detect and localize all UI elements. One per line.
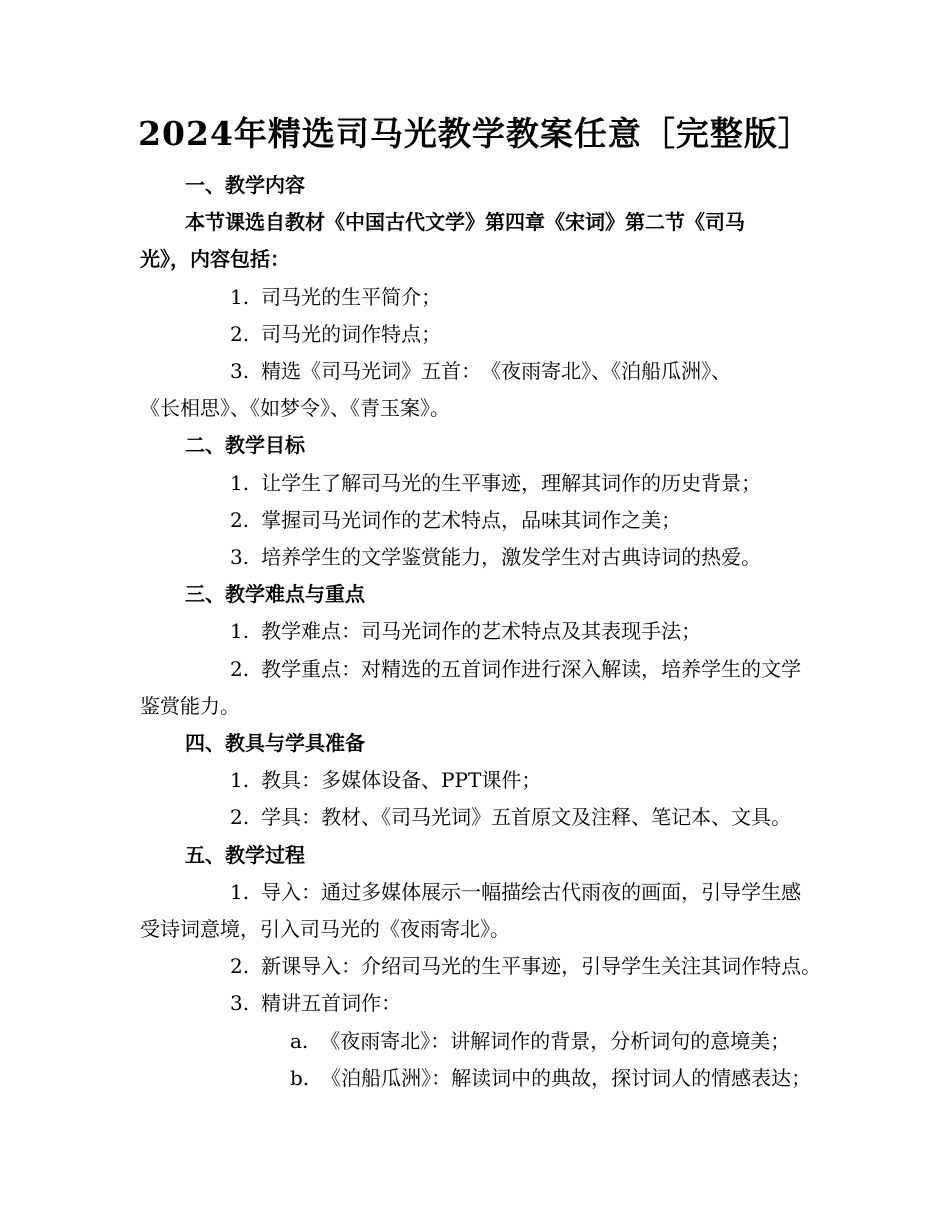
- section-heading-difficulties: 三、教学难点与重点: [185, 582, 365, 607]
- process-subitem-b: [140, 1060, 820, 1097]
- item-number: 2.: [230, 321, 250, 346]
- item-number: a.: [290, 1028, 309, 1053]
- item-text: 导入：通过多媒体展示一幅描绘古代雨夜的画面，引导学生感: [261, 879, 802, 904]
- item-number: 1.: [230, 470, 250, 495]
- goals-item-1: [140, 465, 820, 502]
- content-intro-line1: 本节课选自教材《中国古代文学》第四章《宋词》第二节《司马: [185, 210, 745, 235]
- item-number: 2.: [230, 507, 250, 532]
- process-item-1: [140, 874, 820, 911]
- tools-item-1: [140, 762, 820, 799]
- item-text: 司马光的词作特点；: [261, 321, 442, 346]
- document-title: 2024年精选司马光教学教案任意［完整版］: [138, 114, 812, 153]
- item-number: 3.: [230, 991, 250, 1016]
- section-heading-content: 一、教学内容: [185, 173, 305, 197]
- item-text: 《泊船瓜洲》：解读词中的典故，探讨词人的情感表达；: [321, 1065, 812, 1090]
- item-text: 培养学生的文学鉴赏能力，激发学生对古典诗词的热爱。: [261, 545, 762, 570]
- item-number: 1.: [230, 619, 250, 644]
- item-text: 掌握司马光词作的艺术特点，品味其词作之美；: [261, 507, 682, 532]
- item-text: 教学重点：对精选的五首词作进行深入解读，培养学生的文学: [261, 656, 802, 681]
- item-number: 1.: [230, 879, 250, 904]
- item-number: 2.: [230, 656, 250, 681]
- section-heading-goals: 二、教学目标: [185, 433, 305, 458]
- item-text: 教学难点：司马光词作的艺术特点及其表现手法；: [261, 619, 702, 644]
- section-heading-process: 五、教学过程: [185, 842, 305, 867]
- process-item-2: [140, 948, 820, 985]
- item-number: 2.: [230, 805, 250, 830]
- item-text: 司马光的生平简介；: [261, 284, 442, 309]
- process-item-3: [140, 985, 820, 1022]
- content-item-1: [140, 279, 820, 316]
- item-number: b.: [290, 1065, 310, 1090]
- item-number: 2.: [230, 954, 250, 979]
- item-number: 1.: [230, 284, 250, 309]
- item-text: 《夜雨寄北》：讲解词作的背景，分析词句的意境美；: [320, 1028, 791, 1053]
- process-item-1-cont: 受诗词意境，引入司马光的《夜雨寄北》。: [140, 917, 510, 942]
- item-text: 学具：教材、《司马光词》五首原文及注释、笔记本、文具。: [261, 805, 792, 830]
- item-number: 1.: [230, 768, 250, 793]
- item-number: 3.: [230, 359, 250, 384]
- item-text: 让学生了解司马光的生平事迹，理解其词作的历史背景；: [261, 470, 762, 495]
- content-intro-line2: 光》，内容包括：: [140, 247, 290, 272]
- item-text: 精选《司马光词》五首： 《夜雨寄北》、《泊船瓜洲》、: [261, 359, 732, 384]
- item-text: 教具：多媒体设备、PPT课件；: [261, 768, 542, 793]
- process-subitem-a: [140, 1023, 820, 1060]
- goals-item-2: [140, 502, 820, 539]
- difficulties-item-2-cont: 鉴赏能力。: [140, 693, 240, 718]
- section-heading-tools: 四、教具与学具准备: [185, 731, 365, 756]
- content-item-2: [140, 316, 820, 353]
- document-body: [140, 167, 820, 1097]
- difficulties-item-1: [140, 613, 820, 650]
- item-text: 新课导入：介绍司马光的生平事迹，引导学生关注其词作特点。: [261, 954, 822, 979]
- item-number: 3.: [230, 545, 250, 570]
- tools-item-2: [140, 799, 820, 836]
- content-item-3: [140, 353, 820, 390]
- goals-item-3: [140, 539, 820, 576]
- item-text: 精讲五首词作：: [261, 991, 402, 1016]
- difficulties-item-2: [140, 651, 820, 688]
- content-item-3-cont: 《长相思》、《如梦令》、《青玉案》。: [140, 396, 450, 421]
